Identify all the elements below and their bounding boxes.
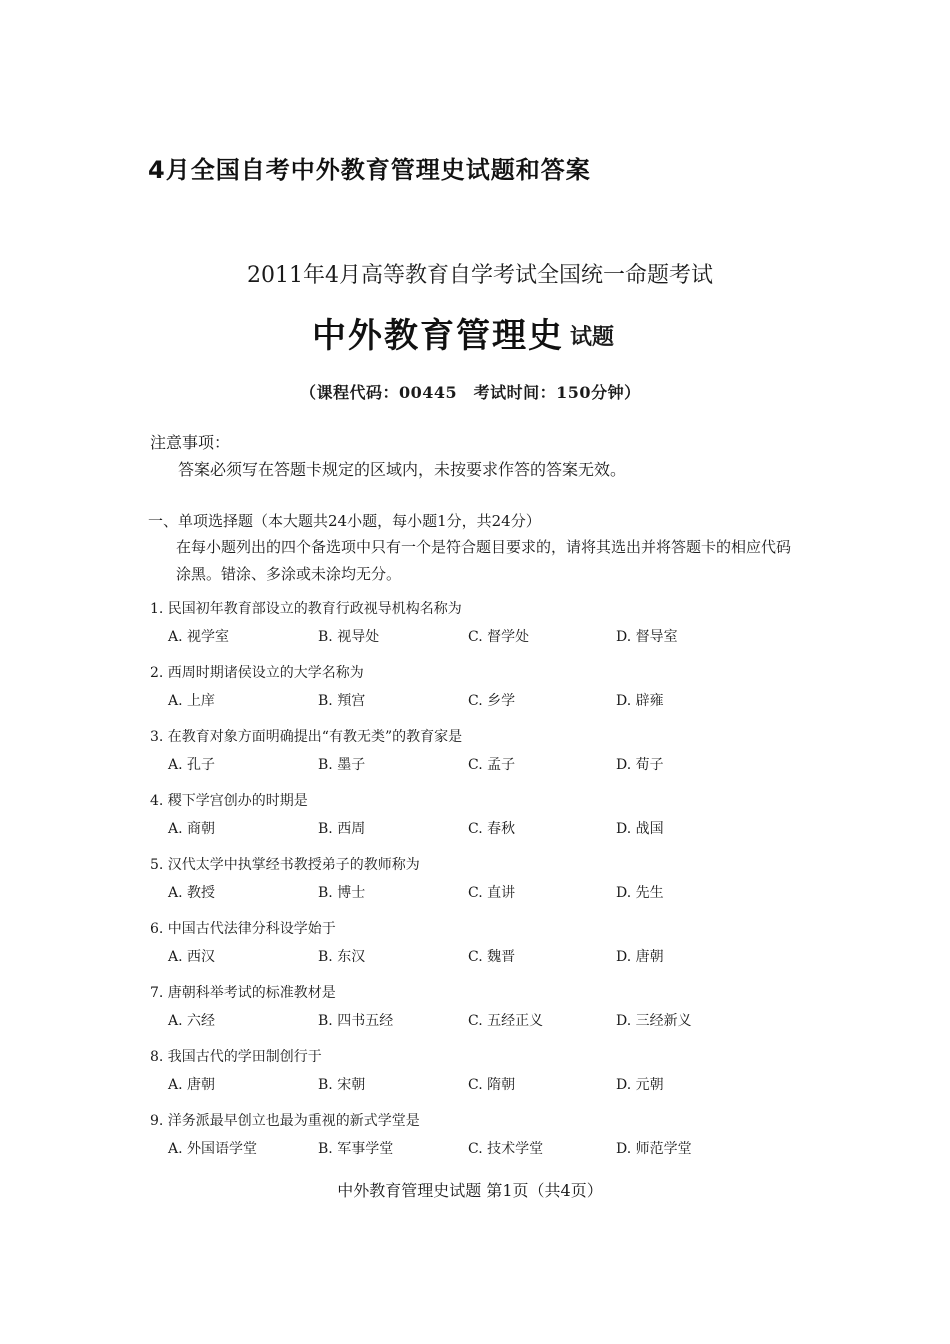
option-a: A. 视学室 xyxy=(168,629,230,645)
option-d: D. 荀子 xyxy=(616,757,664,773)
option-a: A. 商朝 xyxy=(168,821,216,837)
option-a: A. 唐朝 xyxy=(168,1077,216,1093)
option-b: B. 頖宫 xyxy=(318,693,366,709)
option-a: A. 孔子 xyxy=(168,757,216,773)
question-stem: 5. 汉代太学中执掌经书教授弟子的教师称为 xyxy=(150,857,420,873)
option-d: D. 督导室 xyxy=(616,629,678,645)
option-d: D. 战国 xyxy=(616,821,664,837)
option-d: D. 先生 xyxy=(616,885,664,901)
notice-heading: 注意事项： xyxy=(150,433,231,452)
option-b: B. 东汉 xyxy=(318,949,366,965)
question-stem: 6. 中国古代法律分科设学始于 xyxy=(150,921,336,937)
option-c: C. 直讲 xyxy=(468,885,516,901)
question-stem: 7. 唐朝科举考试的标准教材是 xyxy=(150,985,336,1001)
option-c: C. 督学处 xyxy=(468,629,530,645)
option-d: D. 三经新义 xyxy=(616,1013,692,1029)
question-1 xyxy=(150,598,790,660)
exam-heading: 2011年4月高等教育自学考试全国统一命题考试 xyxy=(247,263,713,288)
question-3 xyxy=(150,726,790,788)
question-6 xyxy=(150,918,790,980)
option-d: D. 元朝 xyxy=(616,1077,664,1093)
option-a: A. 教授 xyxy=(168,885,216,901)
option-b: B. 博士 xyxy=(318,885,366,901)
question-7 xyxy=(150,982,790,1044)
option-b: B. 西周 xyxy=(318,821,366,837)
option-c: C. 魏晋 xyxy=(468,949,516,965)
question-4 xyxy=(150,790,790,852)
option-b: B. 宋朝 xyxy=(318,1077,366,1093)
option-d: D. 唐朝 xyxy=(616,949,664,965)
option-a: A. 上庠 xyxy=(168,693,216,709)
question-9 xyxy=(150,1110,790,1172)
course-info: （课程代码：00445 考试时间：150分钟） xyxy=(300,383,641,402)
option-b: B. 四书五经 xyxy=(318,1013,394,1029)
section-heading: 一、单项选择题（本大题共24小题，每小题1分，共24分） xyxy=(148,512,541,530)
option-a: A. 六经 xyxy=(168,1013,216,1029)
section-instructions: 在每小题列出的四个备选项中只有一个是符合题目要求的，请将其选出并将答题卡的相应代码涂黑。错涂、多涂或未涂均无分。 xyxy=(176,538,792,583)
option-d: D. 师范学堂 xyxy=(616,1141,692,1157)
question-stem: 9. 洋务派最早创立也最为重视的新式学堂是 xyxy=(150,1113,420,1129)
question-stem: 1. 民国初年教育部设立的教育行政视导机构名称为 xyxy=(150,601,462,617)
option-c: C. 隋朝 xyxy=(468,1077,516,1093)
document-title: 4月全国自考中外教育管理史试题和答案 xyxy=(148,156,591,184)
question-stem: 4. 稷下学宫创办的时期是 xyxy=(150,793,308,809)
question-8 xyxy=(150,1046,790,1108)
option-b: B. 视导处 xyxy=(318,629,380,645)
option-c: C. 春秋 xyxy=(468,821,516,837)
notice-text: 答案必须写在答题卡规定的区域内，未按要求作答的答案无效。 xyxy=(178,460,627,479)
question-stem: 2. 西周时期诸侯设立的大学名称为 xyxy=(150,665,364,681)
subject-suffix: 试题 xyxy=(570,325,615,350)
subject-title: 中外教育管理史 xyxy=(312,316,564,356)
question-5 xyxy=(150,854,790,916)
option-c: C. 乡学 xyxy=(468,693,516,709)
option-b: B. 墨子 xyxy=(318,757,366,773)
option-d: D. 辟雍 xyxy=(616,693,664,709)
page-footer: 中外教育管理史试题 第1页（共4页） xyxy=(337,1181,603,1200)
question-2 xyxy=(150,662,790,724)
option-a: A. 外国语学堂 xyxy=(168,1141,258,1157)
question-stem: 3. 在教育对象方面明确提出“有教无类”的教育家是 xyxy=(150,729,463,745)
option-c: C. 技术学堂 xyxy=(468,1141,544,1157)
option-c: C. 五经正义 xyxy=(468,1013,544,1029)
option-c: C. 孟子 xyxy=(468,757,516,773)
option-a: A. 西汉 xyxy=(168,949,216,965)
option-b: B. 军事学堂 xyxy=(318,1141,394,1157)
question-stem: 8. 我国古代的学田制创行于 xyxy=(150,1049,322,1065)
